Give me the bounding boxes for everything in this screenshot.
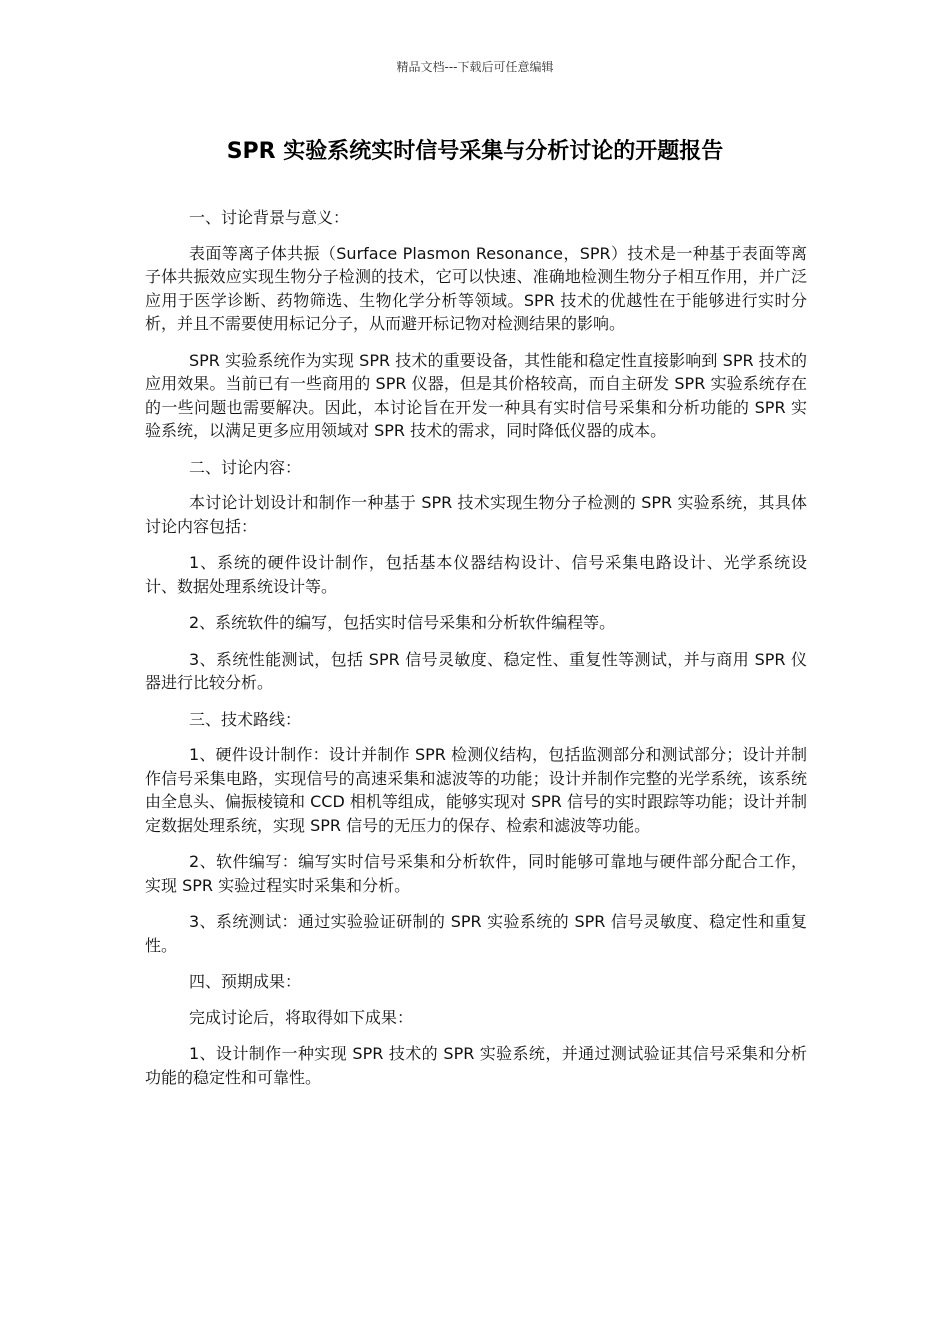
document-title: SPR 实验系统实时信号采集与分析讨论的开题报告 <box>226 139 724 164</box>
route-item-hardware: 1、硬件设计制作：设计并制作 SPR 检测仪结构，包括监测部分和测试部分；设计并制作信号采集电路，实现信号的高速采集和滤波等的功能；设计并制作完整的光学系统，该系统由全息头、偏振棱镜和 CCD 相机等组成，能够实现对 SPR 信号的实时跟踪等功能；设计并制定数据处理系统，实现 SPR 信号的无压力的保存、检索和滤波等功能。 <box>145 745 807 835</box>
paragraph-results-intro: 完成讨论后，将取得如下成果： <box>189 1007 414 1027</box>
content-item-testing: 3、系统性能测试，包括 SPR 信号灵敏度、稳定性、重复性等测试，并与商用 SPR 仪器进行比较分析。 <box>145 649 807 692</box>
content-item-hardware: 1、系统的硬件设计制作，包括基本仪器结构设计、信号采集电路设计、光学系统设计、数据处理系统设计等。 <box>145 553 807 596</box>
paragraph-plan: 本讨论计划设计和制作一种基于 SPR 技术实现生物分子检测的 SPR 实验系统，其具体讨论内容包括： <box>145 493 807 536</box>
content-item-software: 2、系统软件的编写，包括实时信号采集和分析软件编程等。 <box>189 613 616 632</box>
document-body <box>145 206 807 1102</box>
result-item-system: 1、设计制作一种实现 SPR 技术的 SPR 实验系统，并通过测试验证其信号采集和分析功能的稳定性和可靠性。 <box>145 1044 807 1087</box>
route-item-testing: 3、系统测试：通过实验验证研制的 SPR 实验系统的 SPR 信号灵敏度、稳定性和重复性。 <box>145 912 807 955</box>
section-heading-results: 四、预期成果： <box>189 972 302 991</box>
route-item-software: 2、软件编写：编写实时信号采集和分析软件，同时能够可靠地与硬件部分配合工作，实现 SPR 实验过程实时采集和分析。 <box>145 852 807 895</box>
section-heading-background: 一、讨论背景与意义： <box>189 208 350 227</box>
section-heading-content: 二、讨论内容： <box>189 457 302 477</box>
paragraph-spr-intro: 表面等离子体共振（Surface Plasmon Resonance，SPR）技术是一种基于表面等离子体共振效应实现生物分子检测的技术，它可以快速、准确地检测生物分子相互作用，并广泛应用于医学诊断、药物筛选、生物化学分析等领域。SPR 技术的优越性在于能够进行实时分析，并且不需要使用标记分子，从而避开标记物对检测结果的影响。 <box>145 243 807 333</box>
section-heading-route: 三、技术路线： <box>189 709 302 729</box>
page-header: 精品文档---下载后可任意编辑 <box>396 60 554 74</box>
paragraph-spr-system: SPR 实验系统作为实现 SPR 技术的重要设备，其性能和稳定性直接影响到 SPR 技术的应用效果。当前已有一些商用的 SPR 仪器，但是其价格较高，而自主研发 SPR 实验系统存在的一些问题也需要解决。因此，本讨论旨在开发一种具有实时信号采集和分析功能的 SPR 实验系统，以满足更多应用领域对 SPR 技术的需求，同时降低仪器的成本。 <box>145 350 807 440</box>
